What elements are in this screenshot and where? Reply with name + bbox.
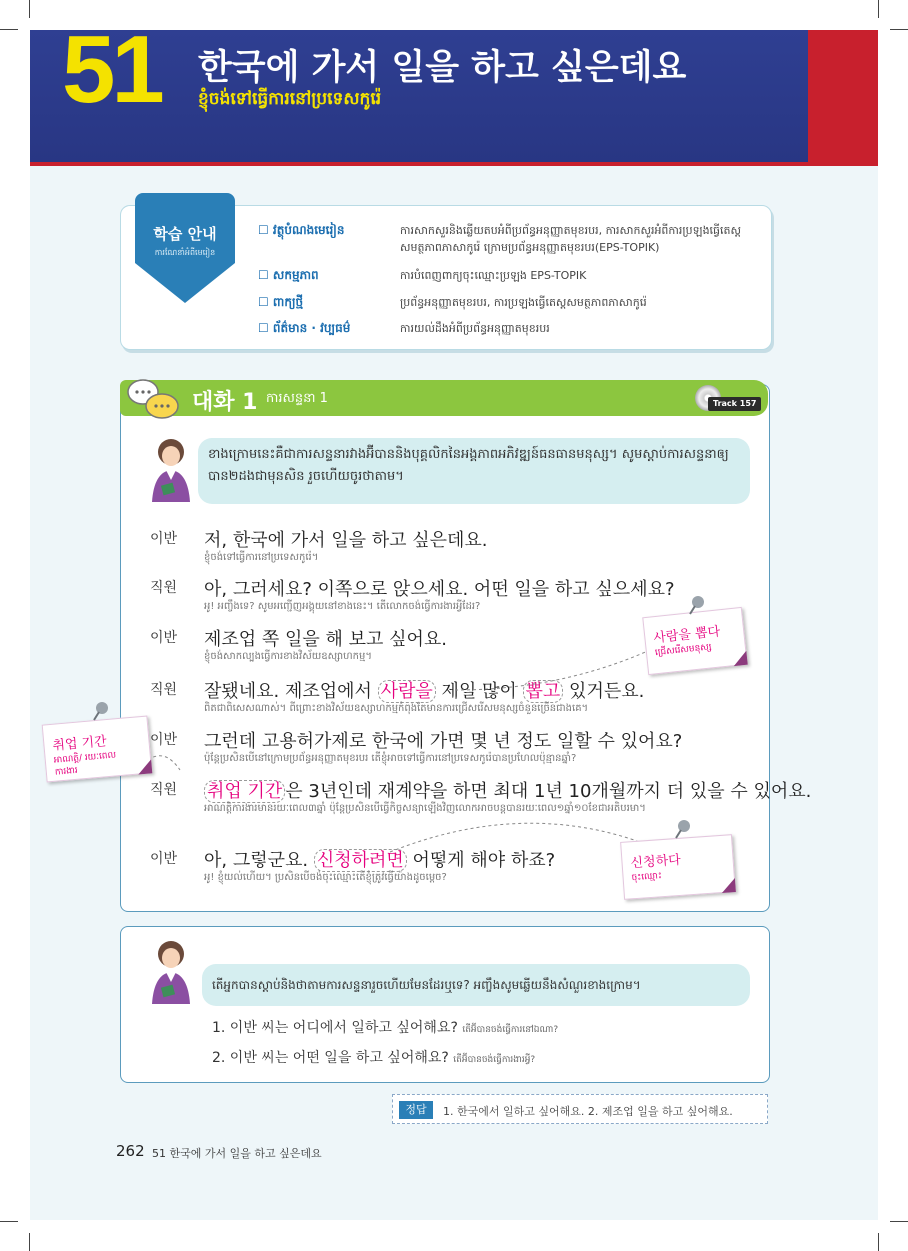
khmer-translation: ខ្ញុំចង់សាកល្បងធ្វើការខាងវិស័យឧស្សាហកម្ម។ [204,651,372,662]
vocab-note [42,715,153,782]
lesson-number: 51 [62,16,161,123]
vocab-highlight: 취업 기간 [204,780,285,803]
teacher-avatar-icon [146,938,196,1004]
speaker-name: 이반 [150,732,178,748]
korean-sentence: 아, 그렇군요. 신청하려면 어떻게 해야 하죠? [204,850,556,871]
khmer-translation: ប៉ុន្តែប្រសិនបើនៅក្រោមប្រព័ន្ធអនុញ្ញាតមុខរបរ តើខ្ញុំអាចទៅធ្វើការនៅប្រទេសកូរ៉េបានប្រហែលប៉ុន្មានឆ្នាំ? [204,753,577,764]
comprehension-instruction: តើអ្នកបានស្តាប់និងថាតាមការសន្ទនារួចហើយមែនដែរឬទេ? អញ្ចឹងសូមឆ្លើយនឹងសំណួរខាងក្រោម។ [202,964,750,1006]
korean-sentence: 아, 그러세요? 이쪽으로 앉으세요. 어떤 일을 하고 싶으세요? [204,579,675,600]
pushpin-icon [90,700,112,722]
vocab-note [620,834,736,900]
crop-mark [878,0,879,18]
vocab-note-korean: 신청하다 [630,852,682,872]
banner-red-underline [30,162,878,166]
vocab-highlight: 뽑고 [523,680,564,703]
vocab-note-khmer: ចុះឈ្មោះ [631,871,663,884]
guide-row-label: ☐ ពាក្យថ្មី [258,295,304,309]
question-khmer: តើអ៊ីបានចង់ធ្វើការនៅឯណា? [462,1025,559,1035]
crop-mark [890,1221,908,1222]
speech-bubbles-icon [126,375,184,425]
guide-tag-title: 학습 안내 [153,225,217,243]
question-korean: 2. 이반 씨는 어떤 일을 하고 싶어해요? [212,1050,449,1066]
korean-sentence: 그런데 고용허가제로 한국에 가면 몇 년 정도 일할 수 있어요? [204,731,683,752]
teacher-avatar-icon [146,436,196,502]
korean-sentence: 잘됐네요. 제조업에서 사람을 제일 많이 뽑고 있거든요. [204,681,645,702]
crop-mark [890,29,908,30]
answer-label: 정답 [399,1101,433,1119]
lesson-subtitle: ខ្ញុំចង់ទៅធ្វើការនៅប្រទេសកូរ៉េ [198,89,382,109]
lesson-title: 한국에 가서 일을 하고 싶은데요 [198,48,687,88]
vocab-note-khmer: អាណត្តិ/ រយៈពេលការងារ [53,750,117,778]
guide-row-label: ☐ វត្ថុបំណងមេរៀន [258,223,345,237]
crop-mark [0,29,18,30]
vocab-highlight: 사람을 [378,680,436,703]
khmer-translation: អាណត្តិការងារមានរយៈពេល៣ឆ្នាំ ប៉ុន្តែប្រសិនបើធ្វើកិច្ចសន្យាឡើងវិញលោកអាចបន្តបានរយៈពេល១ឆ្នាំ១០ខែជាអតិបរមា។ [204,803,646,814]
pushpin-icon [686,594,708,616]
speaker-name: 직원 [150,682,178,698]
pushpin-icon [672,818,694,840]
khmer-translation: ខ្ញុំចង់ទៅធ្វើការនៅប្រទេសកូរ៉េ។ [204,552,319,563]
crop-mark [878,1233,879,1251]
question [212,1017,558,1037]
speaker-name: 이반 [150,531,178,547]
learning-guide-tag [135,193,235,303]
answer-box [392,1094,768,1124]
korean-sentence: 제조업 쪽 일을 해 보고 싶어요. [204,629,447,650]
vocab-note-korean: 사람을 뽑다 [652,624,721,647]
guide-row-value: ប្រព័ន្ធអនុញ្ញាតមុខរបរ, ការប្រឡងធ្វើតេស្តសមត្ថភាពភាសាកូរ៉េ [400,296,647,309]
question [212,1047,535,1067]
dialog-header [120,380,768,416]
running-title: 51 한국에 가서 일을 하고 싶은데요 [152,1147,322,1160]
speaker-name: 직원 [150,782,178,798]
korean-sentence: 취업 기간 은 3년인데 재계약을 하면 최대 1년 10개월까지 더 있을 수 있어요. [204,777,811,803]
page-number: 262 [116,1142,145,1160]
vocab-highlight: 신청하려면 [314,849,407,872]
vocab-note-khmer: ជ្រើសរើសមនុស្ស [654,642,713,659]
question-korean: 1. 이반 씨는 어디에서 일하고 싶어해요? [212,1020,458,1036]
crop-mark [29,0,30,18]
speaker-name: 이반 [150,851,178,867]
khmer-translation: អូ! ខ្ញុំយល់ហើយ។ ប្រសិនបើចង់ចុះឈ្មោះតើខ្ញុំត្រូវធ្វើយ៉ាងដូចម្តេច? [204,872,447,883]
question-khmer: តើអ៊ីបានចង់ធ្វើការងារអ្វី? [453,1055,536,1065]
guide-row-value: ការបំពេញពាក្យចុះឈ្មោះប្រឡង EPS-TOPIK [400,269,587,282]
crop-mark [29,1233,30,1251]
answer-text: 1. 한국에서 일하고 싶어해요. 2. 제조업 일을 하고 싶어해요. [443,1105,733,1118]
guide-row-label: ☐ សកម្មភាព [258,268,319,282]
korean-sentence: 저, 한국에 가서 일을 하고 싶은데요. [204,530,488,551]
dialog-instruction: ខាងក្រោមនេះគឺជាការសន្ទនារវាងអ៊ីបាននិងបុគ្គលិកនៃអង្គភាពអភិវឌ្ឍន៍ធនធានមនុស្ស។ សូមស្តាប់ការសន្ទនាឲ្យបាន២ដងជាមុនសិន រួចហើយចូរថាតាម។ [198,438,750,504]
guide-tag-subtitle: ការណែនាំអំពីមេរៀន [154,248,216,257]
dialog-subtitle: ការសន្ទនា 1 [266,391,328,406]
speaker-name: 이반 [150,630,178,646]
guide-row-label: ☐ ព័ត៌មាន · វប្បធម៌ [258,321,351,335]
speaker-name: 직원 [150,580,178,596]
khmer-translation: ពិតជាពិសេសណាស់។ ពីព្រោះខាងវិស័យឧស្សាហកម្មកំពុងតែមានការជ្រើសរើសមនុស្សចំនួនច្រើនជាងគេ។ [204,703,589,714]
crop-mark [0,1221,18,1222]
khmer-translation: អូ! អញ្ចឹងទេ? សូមអញ្ជើញអង្គុយនៅខាងនេះ។ តើលោកចង់ធ្វើការងារអ្វីដែរ? [204,601,481,612]
banner-red-stripe [808,30,878,166]
guide-row-value: ការយល់ដឹងអំពីប្រព័ន្ធអនុញ្ញាតមុខរបរ [400,322,550,335]
track-badge[interactable]: Track 157 [708,397,761,411]
dialog-title: 대화 1 [192,390,258,415]
vocab-note-korean: 취업 기간 [51,734,108,754]
guide-row-value: ការសាកសួរនិងឆ្លើយតបអំពីប្រព័ន្ធអនុញ្ញាតមុខរបរ, ការសាកសួរអំពីការប្រឡងធ្វើតេស្តសមត្ថភាពភាសាកូរ៉េ ក្រោមប្រព័ន្ធអនុញ្ញាតមុខរបរ(EPS-TOPIK) [400,224,741,254]
vocab-note [642,607,748,675]
